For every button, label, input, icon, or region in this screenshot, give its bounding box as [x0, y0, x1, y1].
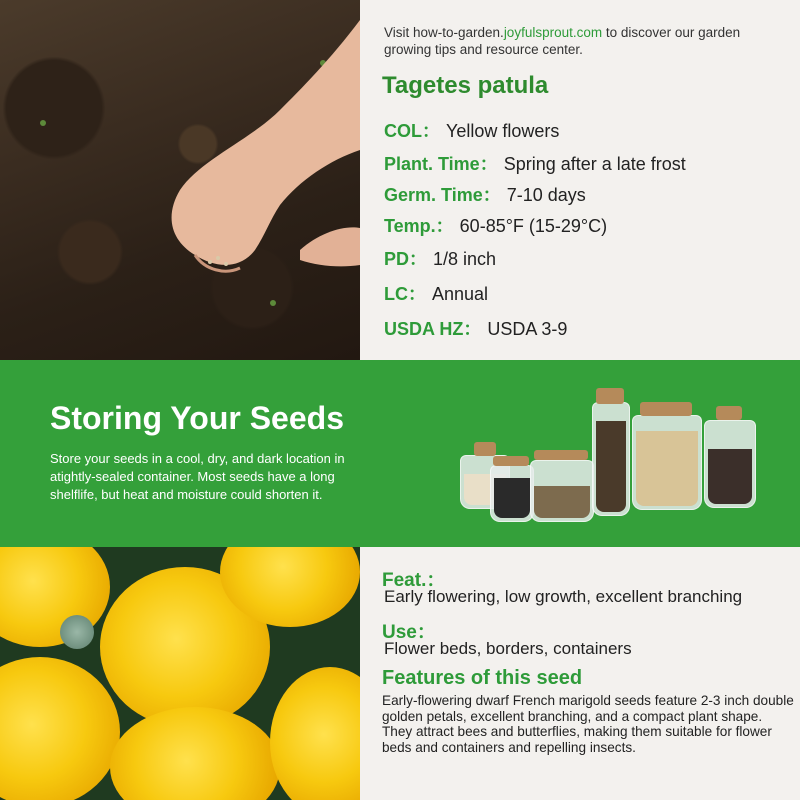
seed-features-title: Features of this seed [382, 667, 583, 689]
use-value: Flower beds, borders, containers [384, 639, 632, 658]
spec-planting-time: Plant. Time： Spring after a late frost [384, 154, 686, 174]
features-panel [360, 547, 800, 800]
spec-planting-depth: PD： 1/8 inch [384, 249, 497, 269]
marigold-flowers-photo [0, 547, 360, 800]
storing-seeds-title: Storing Your Seeds [50, 400, 344, 436]
storing-seeds-band [0, 360, 800, 547]
spec-temperature: Temp.： 60-85°F (15-29°C) [384, 216, 608, 236]
storing-seeds-text: Store your seeds in a cool, dry, and dark location in atightly-sealed container. Most seeds have a long shelflife, but heat and moisture could shorten it. [50, 451, 345, 502]
feat-label: Feat.： [382, 570, 446, 591]
visit-prefix: Visit how-to-garden. [384, 25, 504, 40]
species-name: Tagetes patula [382, 72, 549, 99]
plant-info-panel [360, 0, 800, 360]
spec-life-cycle: LC： Annual [384, 284, 489, 304]
website-link[interactable]: joyfulsprout.com [503, 25, 603, 40]
spec-color: COL： Yellow flowers [384, 121, 560, 141]
visit-website-text [384, 24, 784, 58]
seed-features-description: Early-flowering dwarf French marigold seeds feature 2-3 inch double golden petals, excellent branching, and a compact plant shape. They attract bees and butterflies, making them suitable for flower beds and containers and repelling insects. [382, 693, 794, 755]
spec-usda-zone: USDA HZ： USDA 3-9 [384, 319, 568, 339]
feat-value: Early flowering, low growth, excellent branching [384, 587, 743, 606]
hand-illustration [0, 0, 360, 360]
spec-germination-time: Germ. Time： 7-10 days [384, 185, 586, 205]
visit-suffix: to discover our garden growing tips and resource center. [384, 25, 741, 57]
use-label: Use： [382, 622, 436, 643]
soil-sowing-photo [0, 0, 360, 360]
